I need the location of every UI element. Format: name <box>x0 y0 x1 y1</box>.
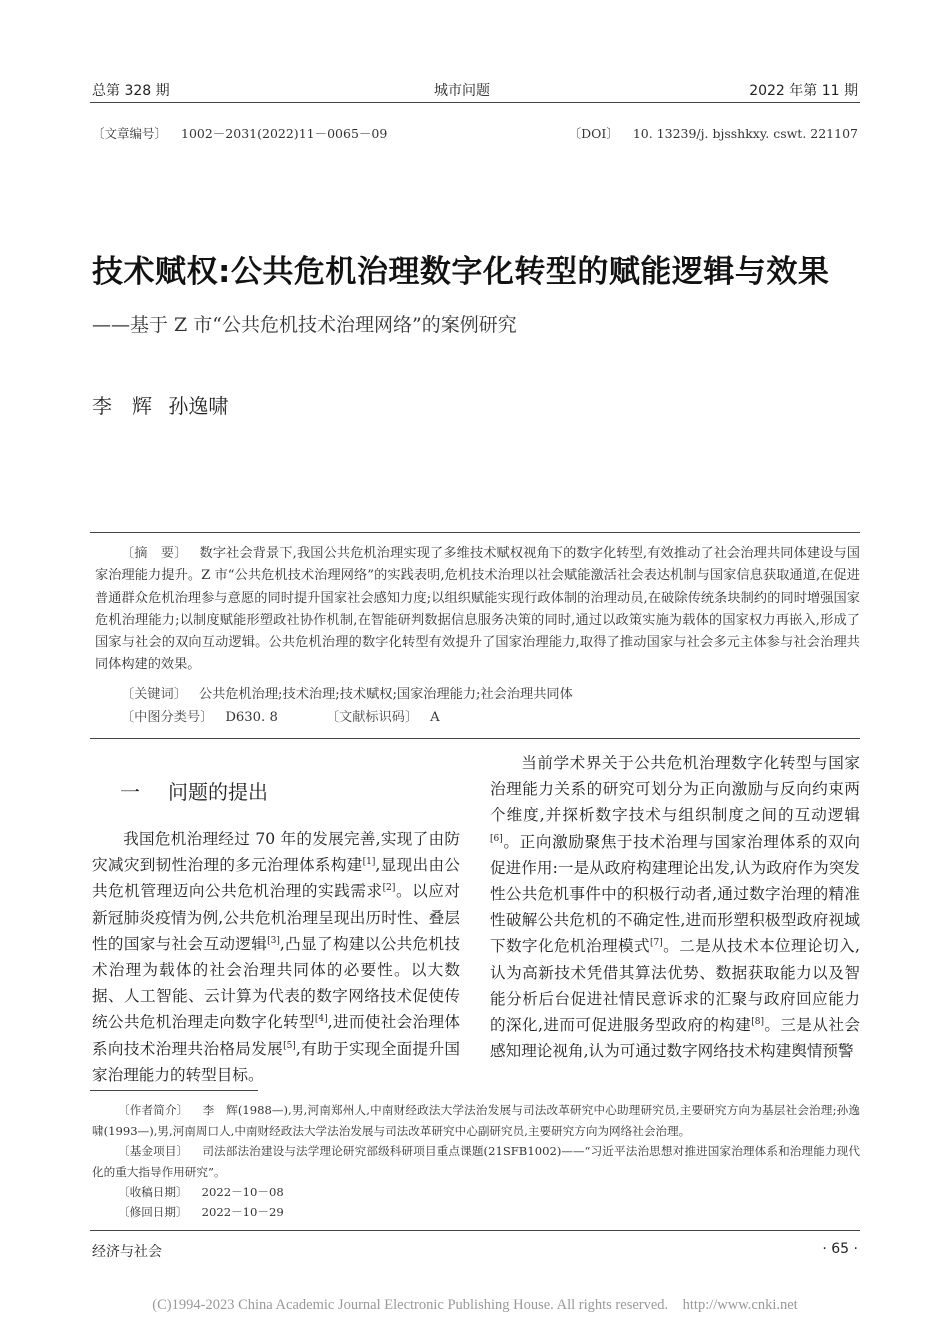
text-run: 。以应对新冠肺炎疫情为例,公共危机治理呈现出历时性、叠层性的国家与社会互动逻辑 <box>92 882 460 953</box>
doc-code-value: A <box>430 710 440 725</box>
doc-code-label: 〔文献标识码〕 <box>325 710 419 725</box>
right-column <box>490 750 860 1064</box>
citation: [2] <box>382 883 396 894</box>
article-number <box>92 124 387 142</box>
article-number-label: 〔文章编号〕 <box>92 126 168 141</box>
keywords-text: 公共危机治理;技术治理;技术赋权;国家治理能力;社会治理共同体 <box>198 687 573 702</box>
citation: [8] <box>751 1016 765 1027</box>
left-column <box>92 826 460 1088</box>
text-run: ,凸显了构建以公共危机技术治理为载体的社会治理共同体的必要性。以大数据、人工智能、云计算为代表的数字网络技术促使传统公共危机治理走向数字化转型 <box>92 934 460 1032</box>
footnote-author-bio <box>92 1100 860 1141</box>
article-subtitle: ——基于 Z 市“公共危机技术治理网络”的案例研究 <box>92 314 517 336</box>
text-run: ,显现出由公共危机管理迈向公共危机治理的实践需求 <box>92 856 460 901</box>
text-run: ,进而使社会治理体系向技术治理共治格局发展 <box>92 1013 460 1058</box>
footnote-received-label: 〔收稿日期〕 <box>118 1185 188 1199</box>
copyright-notice: (C)1994-2023 China Academic Journal Electronic Publishing House. All rights reserved. http://www.cnki.net <box>152 1297 798 1313</box>
classification <box>95 706 440 725</box>
article-number-value: 1002－2031(2022)11－0065－09 <box>181 126 388 141</box>
footnote-author-label: 〔作者简介〕 <box>118 1103 189 1117</box>
footnote-fund <box>92 1141 860 1182</box>
header-issue-total: 总第 328 期 <box>92 83 170 99</box>
footnote-revised-label: 〔修回日期〕 <box>118 1205 188 1219</box>
section-heading <box>120 776 268 805</box>
text-run: 我国危机治理经过 70 年的发展完善,实现了由防灾减灾到韧性治理的多元治理体系构建 <box>92 830 460 875</box>
abstract <box>95 543 860 677</box>
footnote-received <box>92 1182 860 1203</box>
author-name: 孙逸啸 <box>168 394 229 418</box>
text-run: 。正向激励聚焦于技术治理与国家治理体系的双向促进作用:一是从政府构建理论出发,认为政府作为突发性公共危机事件中的积极行动者,通过数字治理的精准性破解公共危机的不确定性,进而形塑积极型政府视域下数字化危机治理模式 <box>490 832 860 956</box>
citation: [1] <box>362 857 376 868</box>
clc-value: D630. 8 <box>225 710 278 725</box>
citation: [7] <box>649 938 663 949</box>
citation: [6] <box>490 833 503 844</box>
keywords-label: 〔关键词〕 <box>121 687 187 702</box>
footer-section-name: 经济与社会 <box>92 1244 162 1260</box>
footnote-revised <box>92 1202 860 1223</box>
citation: [3] <box>267 935 280 946</box>
paragraph <box>490 750 860 1064</box>
text-run: 当前学术界关于公共危机治理数字化转型与国家治理能力关系的研究可划分为正向激励与反向约束两个维度,并探析数字技术与组织制度之间的互动逻辑 <box>490 754 860 825</box>
footer-page-number: · 65 · <box>822 1241 858 1257</box>
keywords <box>95 683 573 702</box>
abstract-label: 〔摘 要〕 <box>121 546 188 561</box>
abstract-bottom-rule <box>90 738 860 739</box>
footnote-fund-text: 司法部法治建设与法学理论研究部级科研项目重点课题(21SFB1002)——“习近平法治思想对推进国家治理体系和治理能力现代化的重大指导作用研究”。 <box>92 1144 860 1179</box>
section-title: 问题的提出 <box>168 780 268 804</box>
citation: [5] <box>283 1040 296 1051</box>
header-rule <box>90 102 860 103</box>
abstract-top-rule <box>90 532 860 533</box>
text-run: 。二是从技术本位理论切入,认为高新技术凭借其算法优势、数据获取能力以及智能分析后台促进社情民意诉求的汇聚与政府回应能力的深化,进而可促进服务型政府的构建 <box>490 937 860 1035</box>
footer-rule <box>90 1230 860 1231</box>
doi <box>569 124 858 142</box>
header-issue-date: 2022 年第 11 期 <box>749 83 858 99</box>
paragraph <box>92 826 460 1088</box>
footnote-received-date: 2022－10－08 <box>201 1185 284 1199</box>
text-run: 。三是从社会感知理论视角,认为可通过数字网络技术构建舆情预警 <box>490 1016 860 1061</box>
citation: [4] <box>314 1014 328 1025</box>
authors <box>92 390 238 419</box>
footnote-author-text: 李 辉(1988—),男,河南郑州人,中南财经政法大学法治发展与司法改革研究中心助理研究员,主要研究方向为基层社会治理;孙逸啸(1993—),男,河南周口人,中南财经政法大学法治发展与司法改革研究中心副研究员,主要研究方向为网络社会治理。 <box>92 1103 860 1138</box>
clc-label: 〔中图分类号〕 <box>121 710 214 725</box>
doi-value: 10. 13239/j. bjsshkxy. cswt. 221107 <box>632 126 858 141</box>
text-run: ,有助于实现全面提升国家治理能力的转型目标。 <box>92 1039 460 1084</box>
section-number: 一 <box>120 780 140 804</box>
footnote-rule <box>90 1090 258 1091</box>
header-journal-name: 城市问题 <box>434 83 490 99</box>
footnote-revised-date: 2022－10－29 <box>201 1205 284 1219</box>
doi-label: 〔DOI〕 <box>568 126 619 141</box>
article-title: 技术赋权:公共危机治理数字化转型的赋能逻辑与效果 <box>92 254 830 290</box>
author-name: 李 辉 <box>92 394 152 418</box>
abstract-text: 数字社会背景下,我国公共危机治理实现了多维技术赋权视角下的数字化转型,有效推动了社会治理共同体建设与国家治理能力提升。Z 市“公共危机技术治理网络”的实践表明,危机技术治理以社会赋能激活社会表达机制与国家信息获取通道,在促进普通群众危机治理参与意愿的同时提升国家社会感知力度;以组织赋能实现行政体制的治理动员,在破除传统条块制约的同时增强国家危机治理能力;以制度赋能形塑政社协作机制,在智能研判数据信息服务决策的同时,通过以政策实施为载体的国家权力再嵌入,形成了国家与社会的双向互动逻辑。公共危机治理的数字化转型有效提升了国家治理能力,取得了推动国家与社会多元主体参与社会治理共同体构建的效果。 <box>95 546 860 673</box>
footnote-fund-label: 〔基金项目〕 <box>118 1144 189 1158</box>
